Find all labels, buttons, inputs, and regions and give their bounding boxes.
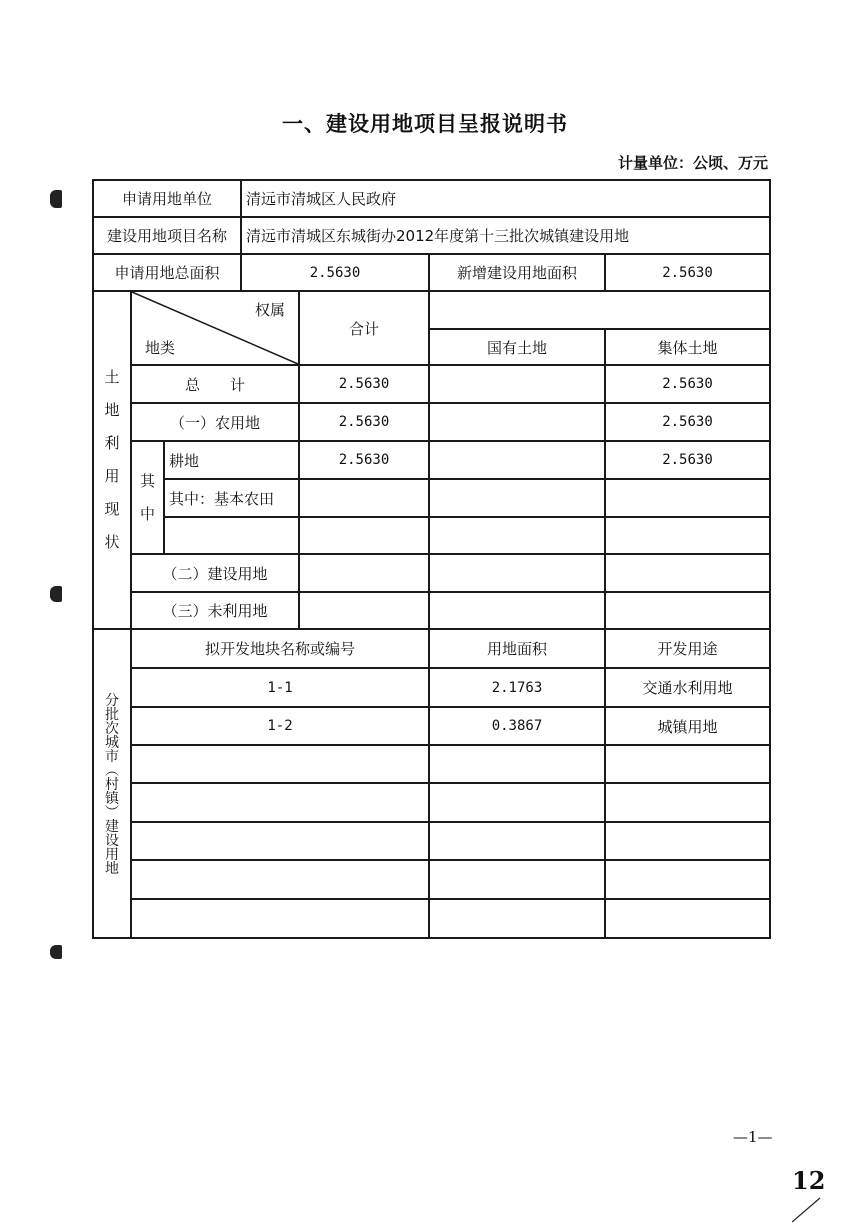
border [130, 744, 771, 746]
char: 村 [105, 777, 119, 793]
row-label: 其中：基本农田 [169, 489, 275, 508]
col-state-header: 国有土地 [486, 338, 547, 357]
col-total-header: 合计 [348, 319, 379, 338]
parcel-use: 交通水利用地 [642, 679, 733, 697]
char: 次 [105, 721, 119, 737]
char: 中 [139, 504, 155, 523]
char: 利 [104, 434, 120, 452]
punch-hole-mark [50, 945, 62, 959]
row-state [430, 442, 604, 478]
border [769, 179, 771, 939]
char: 土 [104, 368, 120, 386]
col-use-header: 开发用途 [657, 640, 718, 658]
punch-hole-mark [50, 586, 62, 602]
new-area-value: 2.5630 [662, 264, 713, 281]
row-state [430, 404, 604, 440]
total-area-value: 2.5630 [309, 264, 361, 281]
row-collective: 2.5630 [662, 414, 713, 430]
parcel-use: 城镇用地 [657, 717, 718, 736]
parcel-name: 1-1 [267, 679, 293, 696]
col-area-header: 用地面积 [486, 640, 547, 658]
project-value: 清远市清城区东城街办2012年度第十三批次城镇建设用地 [246, 227, 630, 245]
project-label: 建设用地项目名称 [106, 227, 227, 245]
col-name-header: 拟开发地块名称或编号 [204, 640, 355, 658]
char: 建 [105, 819, 119, 835]
row-label: （三）未利用地 [162, 602, 268, 620]
char: 批 [105, 707, 119, 723]
char: 状 [104, 533, 120, 551]
char: 地 [104, 401, 120, 419]
handwritten-number [792, 1166, 850, 1224]
col-collective-header: 集体土地 [657, 338, 718, 357]
applicant-value: 清远市清城区人民政府 [246, 190, 397, 208]
border [92, 937, 771, 939]
char: ︵ [105, 763, 119, 779]
row-label: 耕地 [169, 451, 200, 470]
char: 现 [104, 500, 120, 518]
char: 用 [104, 467, 120, 485]
border [130, 782, 771, 784]
diag-top-label: 权属 [254, 300, 285, 319]
char: 用 [105, 847, 119, 863]
row-collective: 2.5630 [662, 376, 713, 392]
applicant-label: 申请用地单位 [121, 190, 212, 208]
row-total: 2.5630 [338, 376, 390, 392]
page-number: —1— [733, 1128, 773, 1146]
char: 地 [105, 861, 119, 877]
row-collective: 2.5630 [662, 452, 713, 468]
slash-mark [792, 1196, 822, 1224]
char: ︶ [105, 805, 119, 821]
parcel-area: 2.1763 [491, 679, 543, 696]
row-label [165, 518, 298, 553]
row-collective [606, 480, 769, 516]
row-state [430, 366, 604, 402]
batch-section-label [94, 655, 130, 915]
parcel-name: 1-2 [267, 718, 293, 734]
char: 分 [105, 693, 119, 709]
land-use-section-label [94, 340, 130, 580]
new-area-label: 新增建设用地面积 [456, 264, 577, 282]
total-area-label: 申请用地总面积 [114, 264, 220, 282]
char: 设 [105, 833, 119, 849]
border [130, 898, 771, 900]
parcel-area: 0.3867 [491, 718, 543, 734]
border [130, 859, 771, 861]
row-total: 2.5630 [338, 452, 390, 468]
row-label: 总 计 [184, 375, 245, 394]
row-total [300, 480, 428, 516]
char: 镇 [105, 791, 119, 807]
char: 其 [139, 471, 155, 490]
char: 城 [105, 735, 119, 751]
punch-hole-mark [50, 190, 62, 208]
diag-bottom-label: 地类 [144, 338, 175, 357]
unit-note: 计量单位：公顷、万元 [617, 154, 768, 172]
row-label: （一）农用地 [169, 413, 260, 432]
sub-label [132, 442, 163, 553]
char: 市 [105, 749, 119, 765]
row-total: 2.5630 [338, 414, 390, 430]
border [130, 821, 771, 823]
row-state [430, 480, 604, 516]
document-title: 一、建设用地项目呈报说明书 [282, 112, 568, 136]
handwritten-number-text: 12 [792, 1166, 826, 1195]
row-label: （二）建设用地 [162, 564, 268, 583]
